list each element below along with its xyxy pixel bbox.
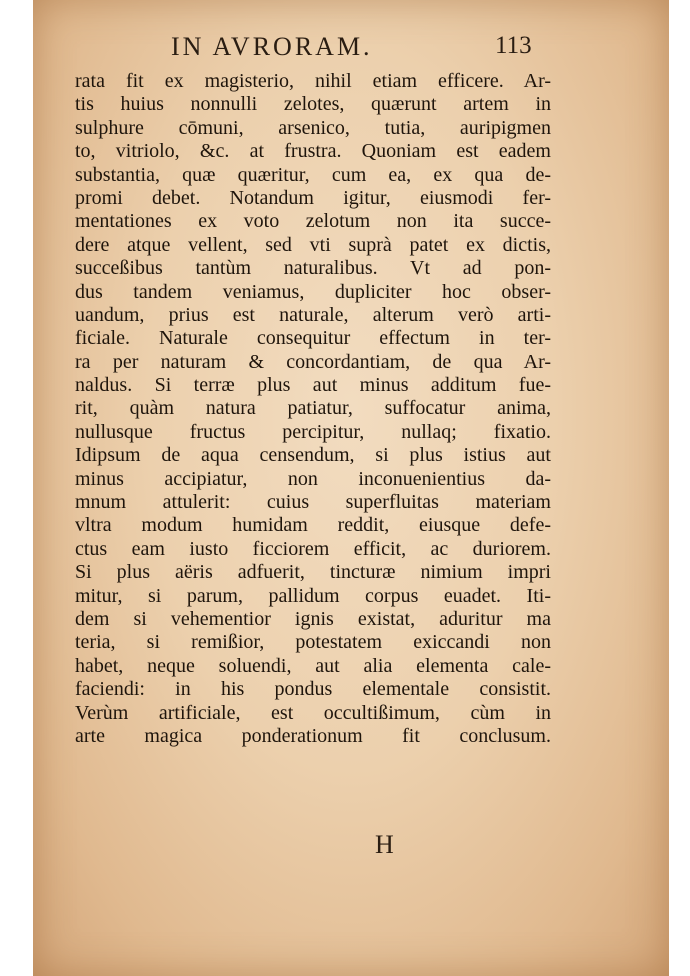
- text-line: vltra modum humidam reddit, eiusque defe-: [75, 514, 551, 537]
- text-line: dere atque vellent, sed vti suprà patet ex dictis,: [75, 233, 551, 256]
- text-line: arte magica ponderationum fit conclusum.: [75, 724, 551, 747]
- signature-mark: H: [375, 830, 394, 859]
- text-line: Verùm artificiale, est occultißimum, cùm in: [75, 701, 551, 724]
- running-head: IN AVRORAM.: [171, 32, 373, 61]
- text-line: mentationes ex voto zelotum non ita succe-: [75, 210, 551, 233]
- text-line: habet, neque soluendi, aut alia elementa cale-: [75, 654, 551, 677]
- text-line: ficiale. Naturale consequitur effectum in ter-: [75, 327, 551, 350]
- text-line: sulphure cōmuni, arsenico, tutia, auripigmen: [75, 116, 551, 139]
- book-page: [33, 0, 669, 976]
- page-number: 113: [495, 32, 532, 59]
- text-line: mnum attulerit: cuius superfluitas materiam: [75, 491, 551, 514]
- text-line: tis huius nonnulli zelotes, quærunt artem in: [75, 93, 551, 116]
- text-line: rit, quàm natura patiatur, suffocatur anima,: [75, 397, 551, 420]
- text-line: ctus eam iusto ficciorem efficit, ac duriorem.: [75, 537, 551, 560]
- text-line: rata fit ex magisterio, nihil etiam efficere. Ar-: [75, 70, 551, 92]
- text-line: Idipsum de aqua censendum, si plus istius aut: [75, 444, 551, 467]
- text-line: dus tandem veniamus, dupliciter hoc obser-: [75, 280, 551, 303]
- text-line: nullusque fructus percipitur, nullaq; fixatio.: [75, 420, 551, 443]
- text-line: succeßibus tantùm naturalibus. Vt ad pon-: [75, 257, 551, 280]
- text-line: promi debet. Notandum igitur, eiusmodi fer-: [75, 186, 551, 209]
- text-line: to, vitriolo, &c. at frustra. Quoniam est eadem: [75, 140, 551, 163]
- text-line: mitur, si parum, pallidum corpus euadet. Iti-: [75, 584, 551, 607]
- text-line: faciendi: in his pondus elementale consistit.: [75, 678, 551, 701]
- body-text: [75, 70, 551, 748]
- text-line: uandum, prius est naturale, alterum verò arti-: [75, 303, 551, 326]
- text-line: naldus. Si terræ plus aut minus additum fue-: [75, 374, 551, 397]
- page-header: [33, 30, 669, 66]
- text-line: minus accipiatur, non inconuenientius da-: [75, 467, 551, 490]
- text-line: Si plus aëris adfuerit, tincturæ nimium impri: [75, 561, 551, 584]
- text-line: dem si vehementior ignis existat, aduritur ma: [75, 607, 551, 630]
- text-line: substantia, quæ quæritur, cum ea, ex qua de-: [75, 163, 551, 186]
- text-line: ra per naturam & concordantiam, de qua Ar-: [75, 350, 551, 373]
- text-line: teria, si remißior, potestatem exiccandi non: [75, 631, 551, 654]
